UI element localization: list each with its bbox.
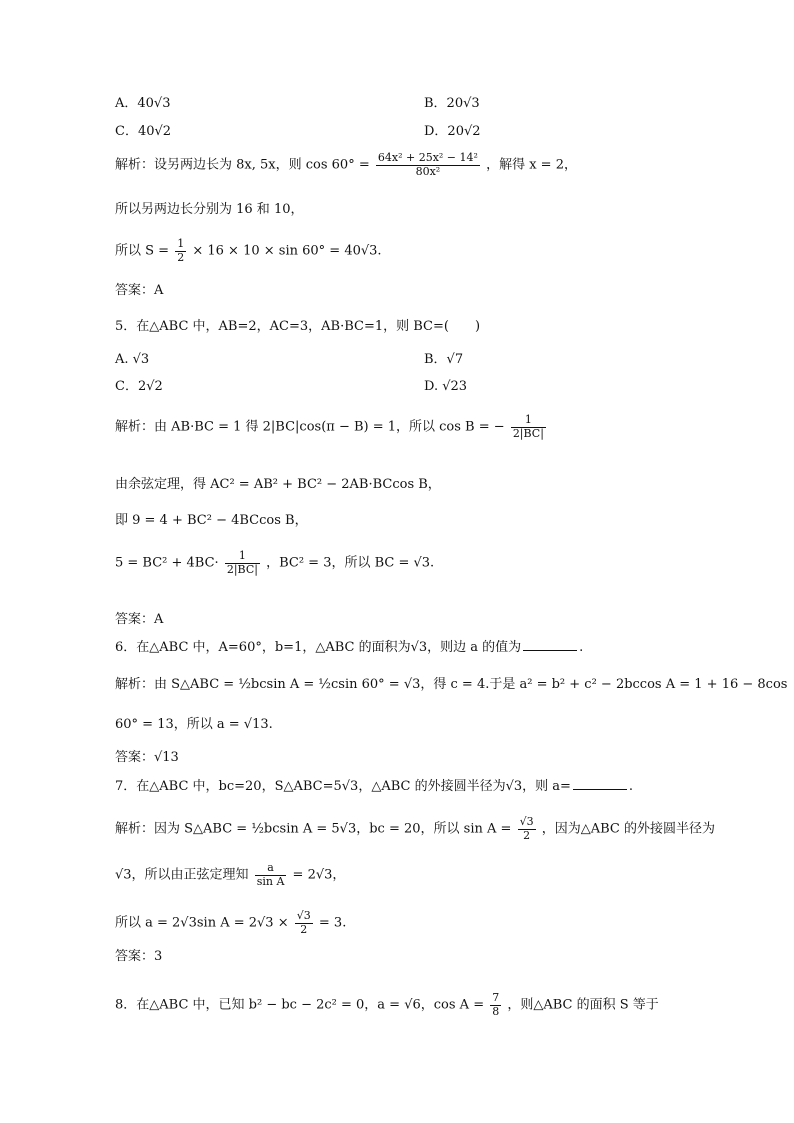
q5-solution-line1 [115,414,548,440]
q5-answer: 答案：A [115,612,164,627]
fraction-denominator: 2 [300,922,308,936]
q5-bc-fraction [225,550,260,576]
q4-solution-text: 所以 S = [115,243,170,259]
q7-solution-text: √3，所以由正弦定理知 [115,867,249,883]
q5-option-a: A. √3 [115,352,150,367]
fraction-numerator: √3 [296,909,311,922]
q4-solution-text: ，解得 x = 2， [486,157,577,173]
q6-stem [115,641,583,654]
q5-solution-text: 解析：由 AB·BC = 1 得 2|BC|cos(π − B) = 1，所以 cos B = − [115,419,505,435]
q5-solution-line4 [115,550,434,576]
answer-blank [523,650,577,651]
q5-solution-text: 5 = BC² + 4BC· [115,555,219,571]
q7-solution-line1 [115,816,715,842]
q6-solution-line1: 解析：由 S△ABC = ½bcsin A = ½csin 60° = √3，得 c = 4.于是 a² = b² + c² − 2bccos A = 1 + 16 − 8cos [115,677,788,692]
q7-stem-end: . [628,779,634,794]
q7-solution-text: 解析：因为 S△ABC = ½bcsin A = 5√3，bc = 20，所以 sin A = [115,821,512,837]
q4-option-d: D．20√2 [424,124,481,139]
q8-stem-text: ，则△ABC 的面积 S 等于 [507,997,659,1013]
answer-blank [573,789,627,790]
q5-solution-line3: 即 9 = 4 + BC² − 4BCcos B， [115,513,308,528]
q8-stem-text: 8．在△ABC 中，已知 b² − bc − 2c² = 0，a = √6，cos A = [115,997,485,1013]
fraction-numerator: √3 [519,815,534,828]
fraction-numerator: 7 [492,991,500,1004]
q7-final-fraction [295,910,313,936]
fraction-numerator: 1 [177,237,185,250]
q8-cos-fraction [490,992,501,1018]
q7-solution-text: ，因为△ABC 的外接圆半径为 [541,821,715,837]
q4-option-b: B．20√3 [424,96,480,111]
fraction-denominator: 2|BC| [512,426,544,440]
q6-stem-end: . [579,640,584,655]
solution-label: 解析： [115,157,155,173]
q7-solution-line2 [115,862,345,888]
q4-solution-line2: 所以另两边长分别为 16 和 10， [115,202,304,217]
q4-option-c: C．40√2 [115,124,172,139]
q7-stem [115,780,633,793]
q4-solution-text: × 16 × 10 × sin 60° = 40√3. [192,243,382,259]
q5-cos-fraction [511,414,546,440]
q4-answer: 答案：A [115,283,164,298]
fraction-numerator: 64x² + 25x² − 14² [377,151,478,164]
fraction-numerator: 1 [511,414,546,428]
q4-option-a: A．40√3 [115,96,171,111]
q7-solution-line3 [115,910,346,936]
q4-cosine-fraction [376,152,480,178]
q5-stem: 5．在△ABC 中，AB=2，AC=3，AB·BC=1，则 BC=( ) [115,319,481,334]
fraction-denominator: sin A [256,874,285,888]
q5-option-c: C．2√2 [115,379,163,394]
q4-solution-line1 [115,152,577,178]
half-fraction [175,238,186,264]
fraction-numerator: 1 [225,550,260,564]
fraction-denominator: 2 [177,250,185,264]
q7-sine-rule-fraction [255,862,287,888]
q7-solution-text: = 3. [318,915,347,931]
fraction-denominator: 2|BC| [226,562,258,576]
q6-solution-line2: 60° = 13，所以 a = √13. [115,717,273,732]
q4-solution-line3 [115,238,382,264]
q7-solution-text: = 2√3， [292,867,346,883]
q5-option-d: D. √23 [424,379,468,394]
q4-solution-text: 设另两边长为 8x, 5x，则 cos 60° = [154,157,370,173]
q6-stem-text: 6．在△ABC 中，A=60°，b=1，△ABC 的面积为√3，则边 a 的值为 [115,640,522,655]
q7-solution-text: 所以 a = 2√3sin A = 2√3 × [115,915,289,931]
q5-solution-line2: 由余弦定理，得 AC² = AB² + BC² − 2AB·BCcos B， [115,477,441,492]
fraction-denominator: 8 [492,1004,500,1018]
q6-answer: 答案：√13 [115,750,179,765]
q7-stem-text: 7．在△ABC 中，bc=20，S△ABC=5√3，△ABC 的外接圆半径为√3，则 a= [115,779,571,794]
fraction-denominator: 80x² [415,164,441,178]
q7-sin-fraction [518,816,536,842]
q8-stem [115,992,659,1018]
q7-answer: 答案：3 [115,949,163,964]
q5-solution-text: ，BC² = 3，所以 BC = √3. [266,555,435,571]
fraction-denominator: 2 [523,828,531,842]
q5-option-b: B．√7 [424,352,464,367]
fraction-numerator: a [255,862,287,876]
